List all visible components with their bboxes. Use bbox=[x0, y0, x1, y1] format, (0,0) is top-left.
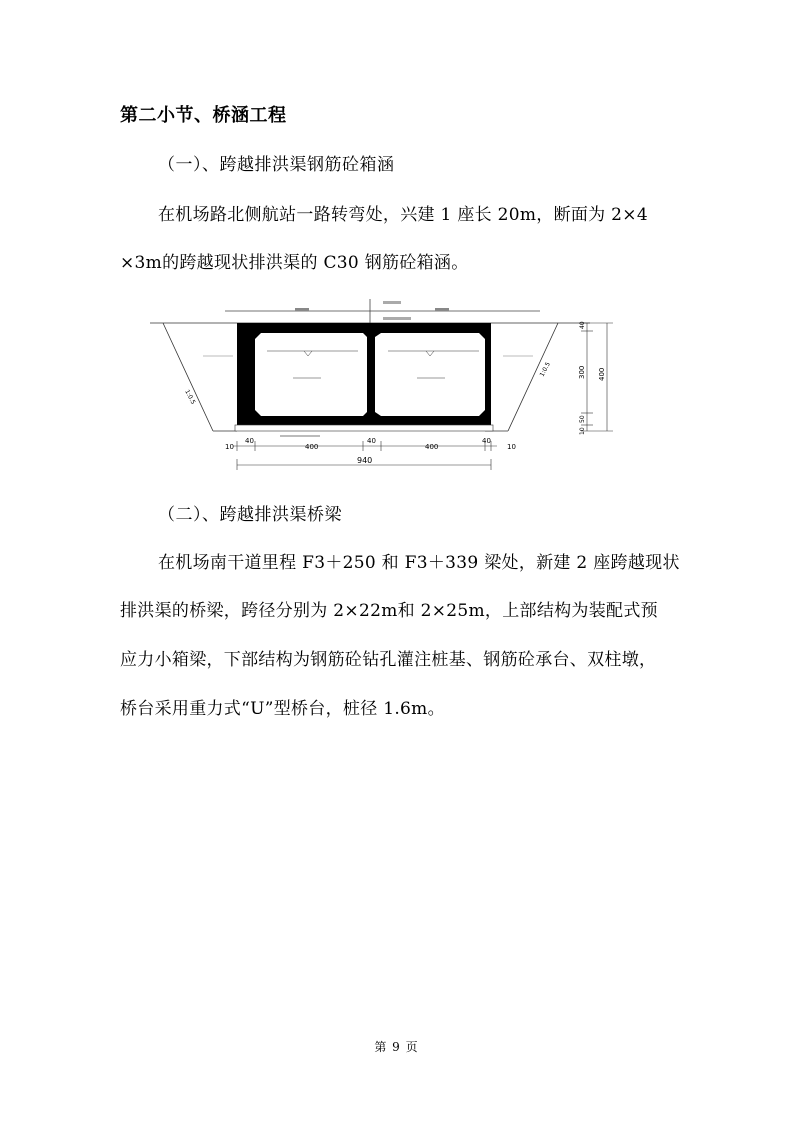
dim-left-40: 40 bbox=[245, 437, 254, 445]
dim-v-50: 50 bbox=[579, 415, 586, 423]
dim-left-400: 400 bbox=[305, 443, 319, 451]
left-cell bbox=[255, 333, 367, 416]
paragraph-line: ×3m的跨越现状排洪渠的 C30 钢筋砼箱涵。 bbox=[120, 253, 469, 273]
dim-v-10: 10 bbox=[579, 427, 586, 435]
dim-right-10: 10 bbox=[507, 443, 516, 451]
paragraph-line: 桥台采用重力式“U”型桥台，桩径 1.6m。 bbox=[120, 699, 445, 719]
paragraph-line: 排洪渠的桥梁，跨径分别为 2×22m和 2×25m，上部结构为装配式预 bbox=[120, 601, 658, 621]
paragraph-line: 应力小箱梁，下部结构为钢筋砼钻孔灌注桩基、钢筋砼承台、双柱墩， bbox=[120, 650, 657, 670]
box-culvert-section-figure bbox=[145, 295, 625, 475]
slope-left-label: 1:0.5 bbox=[183, 388, 197, 406]
paragraph-line: 在机场路北侧航站一路转弯处，兴建 1 座长 20m，断面为 2×4 bbox=[158, 205, 648, 225]
dim-mid-40: 40 bbox=[367, 437, 376, 445]
page-number: 第 9 页 bbox=[374, 1040, 419, 1054]
section-title: 第二小节、桥涵工程 bbox=[120, 105, 287, 126]
right-cell bbox=[375, 333, 485, 416]
dim-right-400: 400 bbox=[425, 443, 439, 451]
paragraph-line: 在机场南干道里程 F3＋250 和 F3＋339 梁处，新建 2 座跨越现状 bbox=[158, 553, 680, 573]
dim-v-300: 300 bbox=[578, 365, 586, 379]
dim-left-10: 10 bbox=[225, 443, 234, 451]
subsection-1-heading: （一）、跨越排洪渠钢筋砼箱涵 bbox=[158, 155, 395, 175]
dim-total: 940 bbox=[357, 456, 373, 465]
subsection-2-heading: （二）、跨越排洪渠桥梁 bbox=[158, 505, 342, 525]
dim-v-40: 40 bbox=[579, 321, 586, 329]
dim-right-40: 40 bbox=[482, 437, 491, 445]
slope-right-label: 1:0.5 bbox=[538, 361, 552, 378]
dim-v-400: 400 bbox=[598, 367, 606, 381]
